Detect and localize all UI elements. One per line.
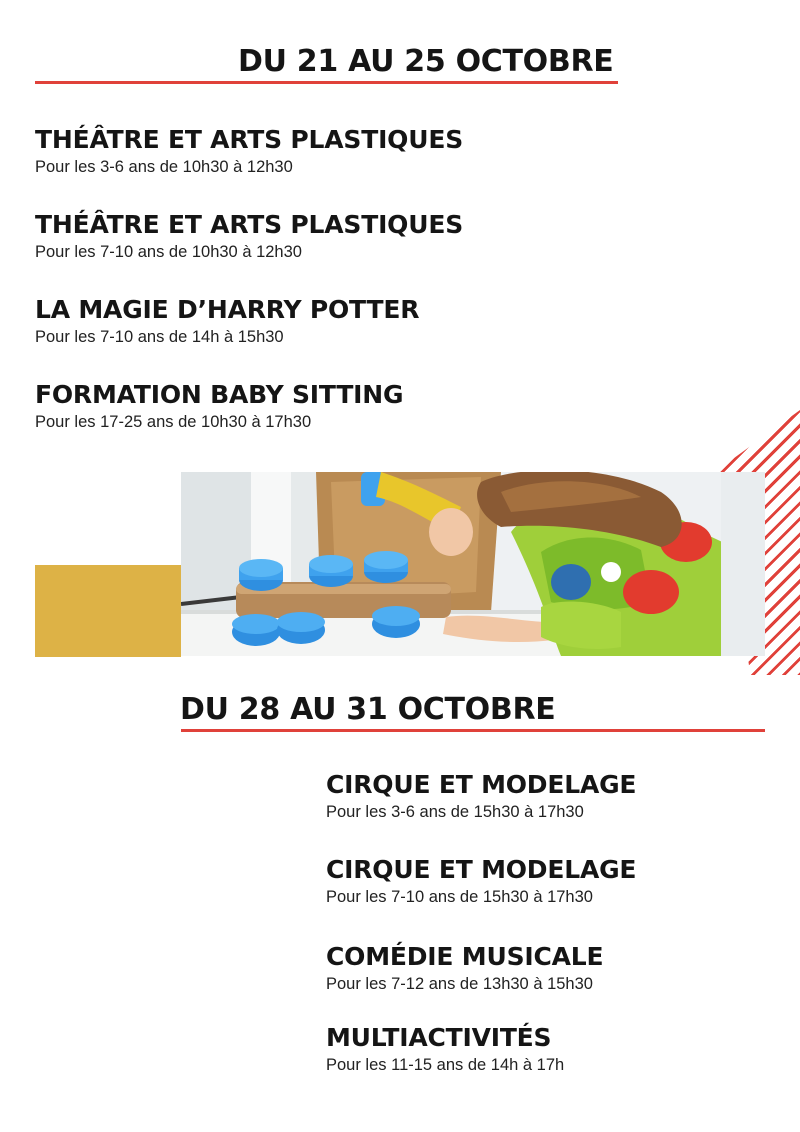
activity-name: THÉÂTRE ET ARTS PLASTIQUES	[35, 125, 464, 154]
week1-activity-2	[35, 210, 463, 263]
activity-detail: Pour les 7-10 ans de 10h30 à 12h30	[35, 243, 302, 261]
activity-detail: Pour les 3-6 ans de 15h30 à 17h30	[326, 803, 584, 821]
activity-detail: Pour les 7-10 ans de 15h30 à 17h30	[326, 888, 593, 906]
week1-title: DU 21 AU 25 OCTOBRE	[238, 44, 614, 79]
photo-illustration	[181, 472, 765, 656]
activity-detail: Pour les 3-6 ans de 10h30 à 12h30	[35, 158, 293, 176]
activity-detail: Pour les 11-15 ans de 14h à 17h	[326, 1056, 565, 1074]
week2-title: DU 28 AU 31 OCTOBRE	[180, 692, 556, 727]
week2-activity-3	[326, 942, 603, 995]
child-crafting-photo	[181, 472, 765, 656]
week2-title-underline	[181, 729, 765, 732]
activity-detail: Pour les 7-10 ans de 14h à 15h30	[35, 328, 284, 346]
activity-name: THÉÂTRE ET ARTS PLASTIQUES	[35, 210, 464, 239]
activity-detail: Pour les 7-12 ans de 13h30 à 15h30	[326, 975, 593, 993]
week1-activity-1	[35, 125, 463, 178]
gold-accent-block	[35, 565, 181, 657]
activity-name: FORMATION BABY SITTING	[35, 380, 404, 409]
activity-detail: Pour les 17-25 ans de 10h30 à 17h30	[35, 413, 312, 431]
week1-title-underline	[35, 81, 618, 84]
week1-activity-3	[35, 295, 419, 348]
week1-activity-4	[35, 380, 403, 433]
week2-activity-2	[326, 855, 636, 908]
activity-name: MULTIACTIVITÉS	[326, 1023, 552, 1052]
activity-name: LA MAGIE D’HARRY POTTER	[35, 295, 420, 324]
activity-name: COMÉDIE MUSICALE	[326, 942, 604, 971]
activity-name: CIRQUE ET MODELAGE	[326, 855, 637, 884]
week2-activity-1	[326, 770, 636, 823]
week2-activity-4	[326, 1023, 564, 1076]
activity-name: CIRQUE ET MODELAGE	[326, 770, 637, 799]
